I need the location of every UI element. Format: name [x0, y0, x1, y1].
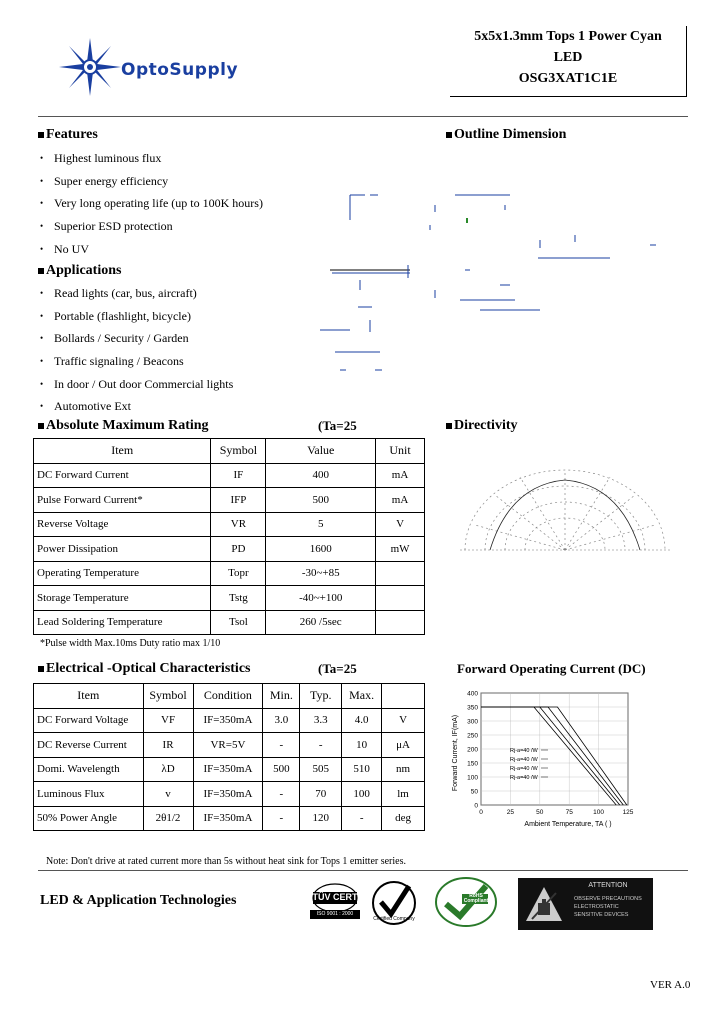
directivity-heading: Directivity: [446, 418, 518, 434]
features-list: [40, 147, 263, 260]
list-item: • Automotive Ext: [40, 395, 233, 418]
esd-hand-icon: [524, 885, 564, 925]
footer-note: Note: Don't drive at rated current more than 5s without heat sink for Tops 1 emitter series.: [46, 856, 406, 867]
table-row: Power Dissipation PD 1600 mW: [34, 537, 425, 562]
applications-heading: Applications: [38, 263, 121, 279]
table-row: Lead Soldering Temperature Tsol 260 /5sec: [34, 610, 425, 635]
table-row: Reverse Voltage VR 5 V: [34, 512, 425, 537]
table-header-row: [34, 684, 425, 709]
chart-title: Forward Operating Current (DC): [457, 661, 646, 676]
esd-warning-label: [518, 878, 653, 930]
amr-table: [33, 438, 425, 635]
list-item: • Highest luminous flux: [40, 147, 263, 170]
amr-condition: (Ta=25: [318, 418, 357, 433]
table-row: Storage Temperature Tstg -40~+100: [34, 586, 425, 611]
eoc-condition: (Ta=25: [318, 661, 357, 676]
product-title-2: LED: [553, 50, 583, 65]
table-row: Operating Temperature Topr -30~+85: [34, 561, 425, 586]
certified-company-text: Certified Company: [373, 916, 415, 922]
list-item: • Superior ESD protection: [40, 215, 263, 238]
chart-x-tick: 25: [506, 809, 515, 816]
version: VER A.0: [650, 979, 691, 991]
chart-x-tick: 50: [536, 809, 544, 816]
chart-y-tick: 0: [474, 802, 478, 810]
part-number: OSG3XAT1C1E: [518, 71, 618, 86]
chart-legend-label: Rj-a=40 /W: [510, 775, 538, 781]
column-header: Item: [34, 439, 211, 464]
rohs-logo: [432, 874, 500, 930]
features-heading: Features: [38, 127, 98, 143]
divider: [38, 116, 688, 117]
chart-y-tick: 300: [467, 718, 478, 726]
starburst-icon: [55, 36, 125, 98]
chart-x-tick: 75: [565, 809, 573, 816]
column-header: Min.: [263, 684, 300, 709]
tuv-iso-text: ISO 9001 : 2000: [316, 911, 354, 917]
list-item: • No UV: [40, 238, 263, 261]
list-item: • Portable (flashlight, bicycle): [40, 305, 233, 328]
title-box: [450, 26, 687, 97]
list-item: • Bollards / Security / Garden: [40, 327, 233, 350]
chart-series-line: [481, 707, 620, 805]
chart-y-tick: 250: [467, 732, 478, 740]
amr-footnote: *Pulse width Max.10ms Duty ratio max 1/10: [40, 638, 221, 649]
column-header: Typ.: [300, 684, 342, 709]
table-row: DC Reverse Current IR VR=5V - - 10 μA: [34, 733, 425, 758]
amr-heading: Absolute Maximum Rating: [38, 418, 209, 434]
chart-series-line: [481, 707, 627, 805]
column-header: Symbol: [211, 439, 266, 464]
chart-y-label: Forward Current, IF(mA): [452, 714, 459, 792]
directivity-diagram: [450, 455, 680, 575]
company-name: LED & Application Technologies: [40, 893, 237, 908]
brand-name: OptoSupply: [121, 60, 239, 80]
table-row: Pulse Forward Current* IFP 500 mA: [34, 488, 425, 513]
table-row: Domi. Wavelength λD IF=350mA 500 505 510 nm: [34, 757, 425, 782]
chart-y-tick: 350: [467, 704, 478, 712]
column-header: Item: [34, 684, 144, 709]
list-item: • Traffic signaling / Beacons: [40, 350, 233, 373]
logo: [55, 36, 270, 98]
list-item: • In door / Out door Commercial lights: [40, 373, 233, 396]
chart-legend-label: Rj-a=40 /W: [510, 748, 538, 754]
column-header: Value: [266, 439, 376, 464]
list-item: • Read lights (car, bus, aircraft): [40, 282, 233, 305]
chart-x-tick: 0: [479, 809, 483, 816]
rohs-text: RoHS Compliant: [463, 893, 489, 904]
product-title: 5x5x1.3mm Tops 1 Power Cyan: [474, 29, 662, 44]
table-row: Luminous Flux v IF=350mA - 70 100 lm: [34, 782, 425, 807]
outline-drawing: [310, 180, 680, 380]
table-row: DC Forward Voltage VF IF=350mA 3.0 3.3 4.0 V: [34, 708, 425, 733]
eoc-table: [33, 683, 425, 831]
chart-legend-label: Rj-a=40 /W: [510, 757, 538, 763]
esd-line-3: SENSITIVE DEVICES: [574, 912, 629, 918]
applications-list: [40, 282, 233, 418]
table-row: 50% Power Angle 2θ1/2 IF=350mA - 120 - deg: [34, 806, 425, 831]
esd-line-2: ELECTROSTATIC: [574, 904, 619, 910]
chart-x-label: Ambient Temperature, TA ( ): [524, 821, 612, 828]
certified-company-logo: [369, 878, 419, 928]
column-header: Max.: [342, 684, 382, 709]
list-item: • Super energy efficiency: [40, 170, 263, 193]
forward-current-chart: [448, 683, 688, 833]
chart-y-tick: 200: [467, 746, 478, 754]
tuv-cert-text: TÜV CERT: [312, 892, 358, 902]
esd-line-1: OBSERVE PRECAUTIONS: [574, 896, 642, 902]
column-header: Symbol: [143, 684, 193, 709]
outline-heading: Outline Dimension: [446, 127, 566, 143]
chart-series-line: [481, 707, 616, 805]
table-row: DC Forward Current IF 400 mA: [34, 463, 425, 488]
chart-y-tick: 400: [467, 690, 478, 698]
chart-y-tick: 150: [467, 760, 478, 768]
eoc-heading: Electrical -Optical Characteristics: [38, 661, 250, 677]
list-item: • Very long operating life (up to 100K hours): [40, 192, 263, 215]
column-header: Condition: [193, 684, 263, 709]
chart-x-tick: 100: [593, 809, 605, 816]
chart-x-tick: 125: [622, 809, 634, 816]
divider: [38, 870, 688, 871]
esd-title: ATTENTION: [588, 882, 628, 889]
chart-legend-label: Rj-a=40 /W: [510, 766, 538, 772]
chart-y-tick: 100: [467, 774, 478, 782]
column-header: Unit: [376, 439, 425, 464]
tuv-cert-logo: [306, 880, 364, 924]
table-header-row: [34, 439, 425, 464]
chart-y-tick: 50: [470, 788, 478, 796]
